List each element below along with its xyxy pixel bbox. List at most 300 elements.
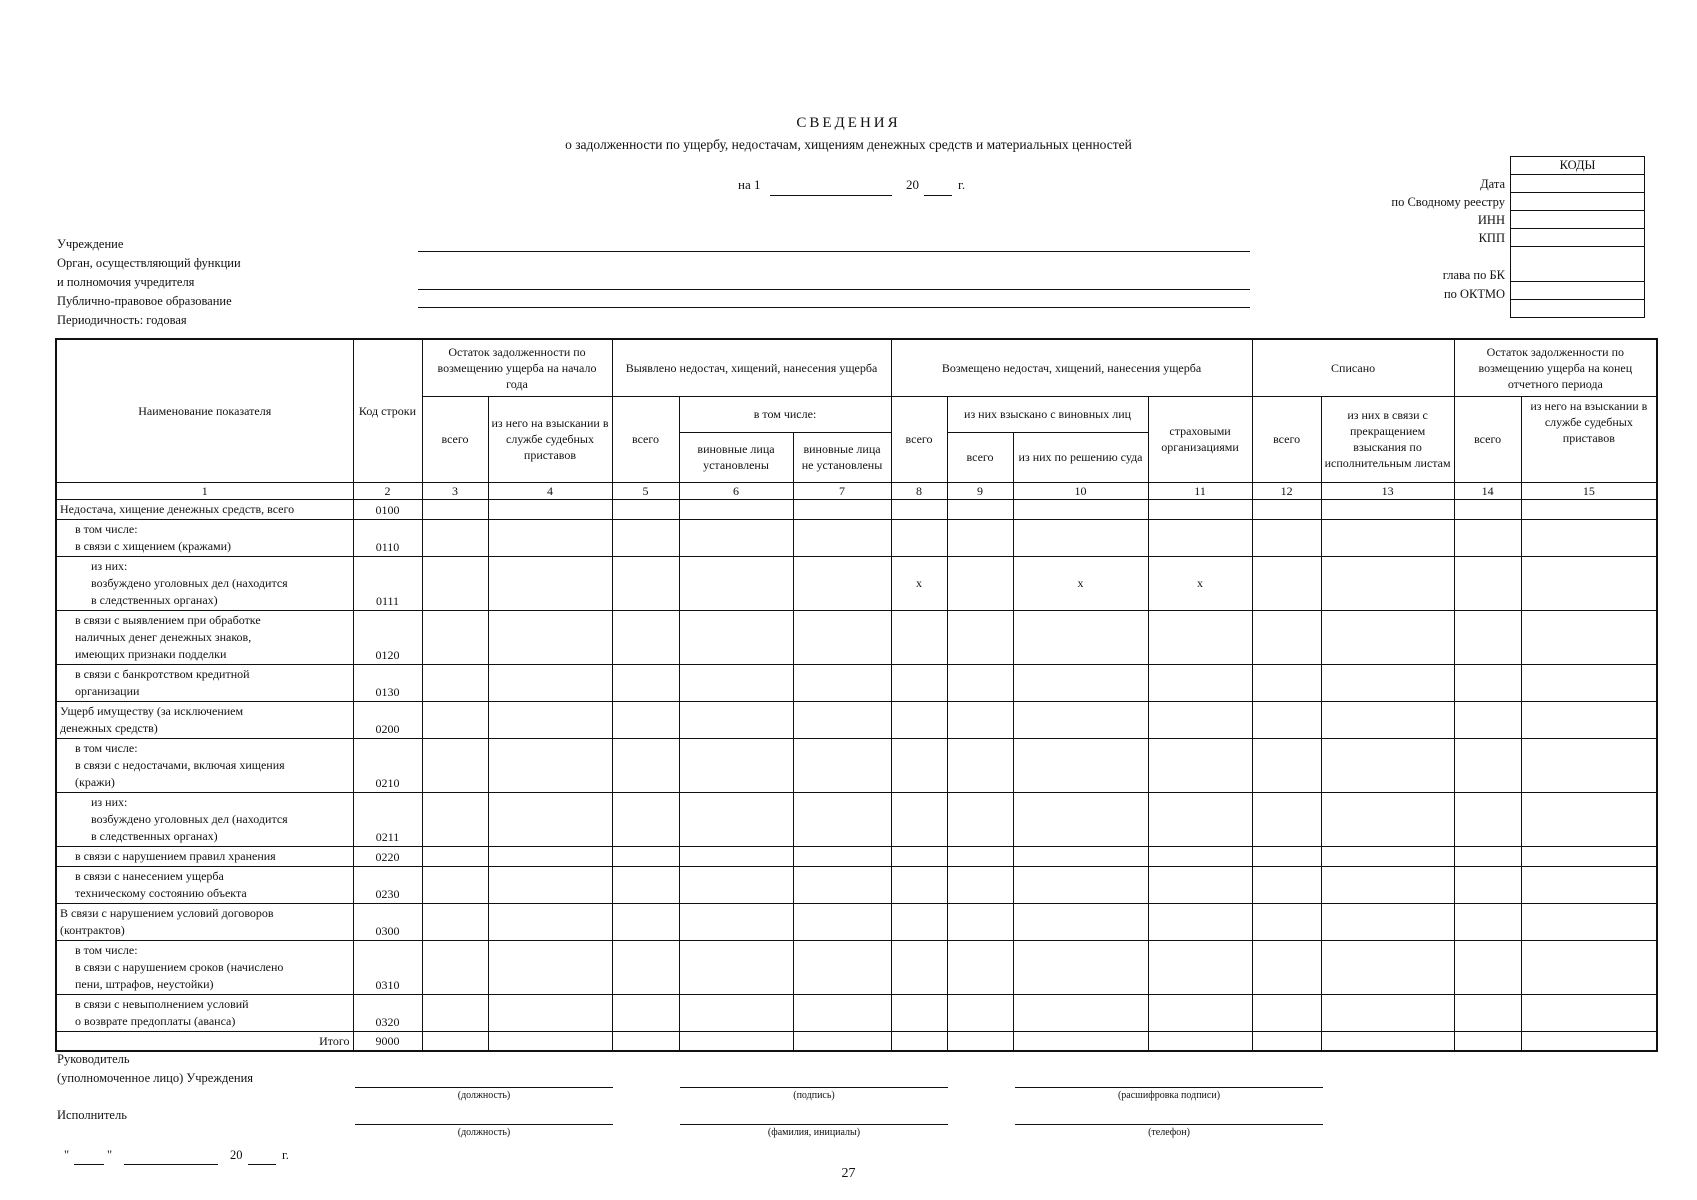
value-cell[interactable] [891, 738, 947, 792]
total-value-cell[interactable] [612, 1031, 679, 1051]
value-cell[interactable] [1321, 846, 1454, 866]
value-cell[interactable] [488, 519, 612, 556]
value-cell[interactable] [1252, 846, 1321, 866]
value-cell[interactable] [1321, 994, 1454, 1031]
sign-date-year-field[interactable] [248, 1164, 276, 1165]
value-cell[interactable] [1321, 499, 1454, 519]
value-cell[interactable] [1454, 610, 1521, 664]
value-cell[interactable] [1454, 556, 1521, 610]
row-name-line: имеющих признаки подделки [75, 646, 227, 661]
date-quote-open: " [64, 1148, 70, 1162]
value-cell[interactable] [1148, 738, 1252, 792]
value-cell[interactable] [1321, 940, 1454, 994]
value-cell[interactable] [679, 519, 793, 556]
row-name-line: в связи с невыполнением условий [75, 996, 249, 1011]
row-name-line: В связи с нарушением условий договоров [60, 905, 274, 920]
value-cell[interactable] [793, 940, 891, 994]
row-name [56, 792, 353, 846]
value-cell[interactable] [891, 610, 947, 664]
value-cell[interactable] [1521, 610, 1657, 664]
value-cell[interactable] [679, 738, 793, 792]
value-cell[interactable] [488, 903, 612, 940]
value-cell[interactable] [488, 846, 612, 866]
value-cell[interactable] [612, 903, 679, 940]
sign-date-day-field[interactable] [74, 1164, 104, 1165]
value-cell[interactable] [1321, 866, 1454, 903]
value-cell[interactable] [488, 866, 612, 903]
row-code: 0220 [353, 846, 422, 866]
value-cell[interactable] [1013, 610, 1148, 664]
group-header-written-off: Списано [1252, 339, 1454, 396]
table-row [56, 499, 1657, 519]
value-cell[interactable] [1521, 846, 1657, 866]
value-cell[interactable] [1454, 994, 1521, 1031]
value-cell[interactable] [1521, 994, 1657, 1031]
row-code: 0230 [353, 866, 422, 903]
code-oktmo-cell[interactable] [1511, 282, 1645, 300]
table-row [56, 556, 1657, 610]
value-cell[interactable] [679, 846, 793, 866]
value-cell[interactable] [422, 556, 488, 610]
row-name-line: в связи с выявлением при обработке [75, 612, 261, 627]
row-code: 0300 [353, 903, 422, 940]
value-cell[interactable] [422, 866, 488, 903]
table-row [56, 701, 1657, 738]
row-name-line: организации [75, 683, 140, 698]
value-cell[interactable] [679, 994, 793, 1031]
table-row [56, 846, 1657, 866]
value-cell[interactable] [1013, 846, 1148, 866]
column-numbers-row [56, 482, 1657, 499]
value-cell[interactable] [1454, 499, 1521, 519]
row-name-line: пени, штрафов, неустойки) [75, 976, 214, 991]
col-header-11: страховыми организациями [1148, 396, 1252, 482]
row-name [56, 738, 353, 792]
value-cell[interactable] [1148, 994, 1252, 1031]
value-cell[interactable] [1321, 903, 1454, 940]
value-cell[interactable] [612, 846, 679, 866]
row-name-line: в связи с недостачами, включая хищения [75, 757, 285, 772]
row-code: 0100 [353, 499, 422, 519]
value-cell[interactable] [1013, 903, 1148, 940]
value-cell[interactable] [891, 994, 947, 1031]
value-cell[interactable] [1521, 903, 1657, 940]
head-signature-field[interactable] [680, 1087, 948, 1088]
row-name-line: о возврате предоплаты (аванса) [75, 1013, 236, 1028]
value-cell[interactable] [947, 499, 1013, 519]
executor-name-field[interactable] [680, 1124, 948, 1125]
value-cell[interactable] [488, 994, 612, 1031]
value-cell[interactable] [679, 610, 793, 664]
col-header-name: Наименование показателя [56, 339, 353, 482]
value-cell[interactable] [422, 519, 488, 556]
value-cell[interactable] [422, 792, 488, 846]
date-quote-close: " [107, 1148, 113, 1162]
value-cell[interactable] [1013, 792, 1148, 846]
column-number: 12 [1252, 482, 1321, 499]
value-cell[interactable] [891, 866, 947, 903]
value-cell[interactable] [793, 610, 891, 664]
row-name [56, 519, 353, 556]
col-header-from-culprits: из них взыскано с виновных лиц [947, 396, 1148, 432]
table-row [56, 738, 1657, 792]
value-cell[interactable] [947, 792, 1013, 846]
executor-phone-field[interactable] [1015, 1124, 1323, 1125]
value-cell[interactable] [1013, 940, 1148, 994]
value-cell[interactable] [1252, 519, 1321, 556]
value-cell[interactable] [679, 792, 793, 846]
value-cell[interactable] [422, 994, 488, 1031]
value-cell[interactable] [947, 738, 1013, 792]
col-header-5: всего [612, 396, 679, 482]
value-cell[interactable] [1521, 664, 1657, 701]
value-cell[interactable] [1454, 903, 1521, 940]
date-year-prefix: 20 [906, 177, 919, 192]
value-cell[interactable] [1321, 792, 1454, 846]
row-name-line: (кражи) [75, 774, 115, 789]
row-name-line: в связи с нарушением сроков (начислено [75, 959, 284, 974]
total-value-cell[interactable] [422, 1031, 488, 1051]
value-cell[interactable] [947, 866, 1013, 903]
value-cell[interactable] [1148, 701, 1252, 738]
row-name [56, 556, 353, 610]
value-cell[interactable] [1252, 903, 1321, 940]
column-number: 6 [679, 482, 793, 499]
code-registry-cell[interactable] [1511, 193, 1645, 211]
column-number: 15 [1521, 482, 1657, 499]
row-name-line: в следственных органах) [91, 828, 218, 843]
total-value-cell[interactable] [891, 1031, 947, 1051]
value-cell[interactable] [947, 556, 1013, 610]
value-cell[interactable] [488, 792, 612, 846]
row-name-line: возбуждено уголовных дел (находится [91, 811, 288, 826]
value-cell[interactable] [1321, 701, 1454, 738]
col-header-14: всего [1454, 396, 1521, 482]
row-name-line: из них: [91, 794, 128, 809]
value-cell[interactable] [679, 499, 793, 519]
value-cell[interactable] [1252, 701, 1321, 738]
value-cell[interactable] [891, 903, 947, 940]
value-cell[interactable] [422, 940, 488, 994]
value-cell[interactable] [1521, 701, 1657, 738]
total-row [56, 1031, 1657, 1051]
value-cell[interactable] [1521, 792, 1657, 846]
total-value-cell[interactable] [1454, 1031, 1521, 1051]
total-value-cell[interactable] [947, 1031, 1013, 1051]
total-value-cell[interactable] [1321, 1031, 1454, 1051]
row-name-line: возбуждено уголовных дел (находится [91, 575, 288, 590]
institution-field[interactable] [418, 251, 1250, 252]
value-cell[interactable] [1252, 664, 1321, 701]
value-cell[interactable] [1321, 610, 1454, 664]
founder-field[interactable] [418, 289, 1250, 290]
value-cell[interactable] [488, 664, 612, 701]
value-cell[interactable] [1454, 738, 1521, 792]
row-code: 0111 [353, 556, 422, 610]
value-cell[interactable] [793, 994, 891, 1031]
col-header-12: всего [1252, 396, 1321, 482]
row-name [56, 846, 353, 866]
value-cell[interactable] [1148, 664, 1252, 701]
value-cell[interactable] [1454, 792, 1521, 846]
row-name [56, 903, 353, 940]
row-code: 0310 [353, 940, 422, 994]
sign-date-suffix: г. [282, 1148, 289, 1162]
row-code: 0130 [353, 664, 422, 701]
value-cell[interactable] [1521, 499, 1657, 519]
row-name-line: в связи с нанесением ущерба [75, 868, 224, 883]
row-name [56, 940, 353, 994]
value-cell[interactable] [1013, 499, 1148, 519]
value-cell[interactable] [422, 903, 488, 940]
value-cell[interactable] [1013, 994, 1148, 1031]
value-cell[interactable] [1252, 556, 1321, 610]
value-cell[interactable] [1148, 499, 1252, 519]
value-cell[interactable] [422, 664, 488, 701]
col-header-10: из них по решению суда [1013, 432, 1148, 482]
code-periodicity-cell[interactable] [1511, 300, 1645, 318]
value-cell[interactable] [947, 519, 1013, 556]
value-cell[interactable] [1252, 792, 1321, 846]
group-header-end: Остаток задолженности по возмещению ущерба на конец отчетного периода [1454, 339, 1657, 396]
executor-position-field[interactable] [355, 1124, 613, 1125]
public-entity-field[interactable] [418, 307, 1250, 308]
value-cell[interactable] [612, 701, 679, 738]
group-header-reimbursed: Возмещено недостач, хищений, нанесения ущерба [891, 339, 1252, 396]
table-row [56, 610, 1657, 664]
value-cell[interactable] [612, 664, 679, 701]
value-cell[interactable] [488, 610, 612, 664]
value-cell[interactable] [891, 701, 947, 738]
label-founder-1: Орган, осуществляющий функции [57, 256, 241, 270]
caption-signature: (подпись) [793, 1090, 835, 1101]
table-row [56, 792, 1657, 846]
value-cell[interactable] [1454, 846, 1521, 866]
value-cell[interactable] [891, 792, 947, 846]
value-cell[interactable] [1521, 866, 1657, 903]
value-cell[interactable] [947, 664, 1013, 701]
value-cell[interactable] [679, 940, 793, 994]
row-name [56, 610, 353, 664]
value-cell[interactable] [793, 792, 891, 846]
code-inn-cell[interactable] [1511, 211, 1645, 229]
value-cell[interactable] [612, 610, 679, 664]
col-header-4: из него на взыскании в службе судебных приставов [488, 396, 612, 482]
column-number: 13 [1321, 482, 1454, 499]
value-cell[interactable] [422, 610, 488, 664]
value-cell[interactable] [947, 846, 1013, 866]
row-name-line: в том числе: [75, 521, 138, 536]
column-number: 2 [353, 482, 422, 499]
column-number: 11 [1148, 482, 1252, 499]
value-cell[interactable] [612, 556, 679, 610]
column-number: 9 [947, 482, 1013, 499]
value-cell[interactable] [679, 866, 793, 903]
value-cell[interactable] [1013, 866, 1148, 903]
value-cell[interactable] [947, 903, 1013, 940]
codes-label-inn: ИНН [1477, 213, 1505, 227]
value-cell[interactable] [793, 519, 891, 556]
value-cell[interactable] [1013, 701, 1148, 738]
value-cell[interactable] [891, 664, 947, 701]
col-header-7: виновные лица не установлены [793, 432, 891, 482]
value-cell[interactable] [947, 994, 1013, 1031]
value-cell[interactable] [488, 701, 612, 738]
value-cell[interactable] [891, 940, 947, 994]
row-name [56, 994, 353, 1031]
codes-label-bk: глава по БК [1442, 268, 1505, 282]
value-cell[interactable] [1521, 519, 1657, 556]
row-name-line: в связи с банкротством кредитной [75, 666, 250, 681]
debt-table [55, 338, 1658, 1052]
date-year-field[interactable] [924, 195, 952, 196]
row-name-line: в следственных органах) [91, 592, 218, 607]
value-cell[interactable] [793, 499, 891, 519]
value-cell[interactable] [1454, 701, 1521, 738]
value-cell[interactable] [1252, 866, 1321, 903]
value-cell[interactable] [612, 792, 679, 846]
caption-decoding: (расшифровка подписи) [1117, 1090, 1221, 1101]
value-cell[interactable] [1148, 519, 1252, 556]
row-name-line: в том числе: [75, 942, 138, 957]
value-cell[interactable] [612, 866, 679, 903]
value-cell[interactable] [1521, 738, 1657, 792]
value-cell[interactable] [1252, 994, 1321, 1031]
value-cell[interactable] [793, 556, 891, 610]
value-cell: x [891, 556, 947, 610]
value-cell[interactable] [488, 556, 612, 610]
value-cell[interactable] [612, 519, 679, 556]
table-row [56, 866, 1657, 903]
row-name-line: Ущерб имуществу (за исключением [60, 703, 244, 718]
value-cell: x [1013, 556, 1148, 610]
column-number: 4 [488, 482, 612, 499]
value-cell[interactable] [1148, 792, 1252, 846]
value-cell[interactable] [679, 701, 793, 738]
table-row [56, 994, 1657, 1031]
column-number: 7 [793, 482, 891, 499]
col-header-3: всего [422, 396, 488, 482]
label-founder-2: и полномочия учредителя [57, 275, 195, 289]
value-cell[interactable] [612, 994, 679, 1031]
code-date-cell[interactable] [1511, 175, 1645, 193]
value-cell[interactable] [679, 556, 793, 610]
row-name-line: Недостача, хищение денежных средств, всего [60, 501, 295, 516]
value-cell[interactable] [1454, 519, 1521, 556]
value-cell[interactable] [1521, 556, 1657, 610]
codes-title: КОДЫ [1511, 157, 1645, 175]
value-cell[interactable] [1454, 664, 1521, 701]
head-decoding-field[interactable] [1015, 1087, 1323, 1088]
row-name [56, 499, 353, 519]
value-cell[interactable] [1521, 940, 1657, 994]
value-cell[interactable] [793, 866, 891, 903]
value-cell[interactable] [1454, 940, 1521, 994]
column-number: 1 [56, 482, 353, 499]
code-bk-cell[interactable] [1511, 247, 1645, 282]
value-cell[interactable] [1148, 610, 1252, 664]
value-cell[interactable] [1148, 866, 1252, 903]
value-cell[interactable] [1148, 940, 1252, 994]
value-cell[interactable] [1252, 940, 1321, 994]
value-cell[interactable] [1148, 846, 1252, 866]
sign-date-year-prefix: 20 [230, 1148, 243, 1162]
value-cell[interactable] [793, 664, 891, 701]
total-label: Итого [56, 1031, 353, 1051]
value-cell[interactable] [1013, 664, 1148, 701]
row-code: 0120 [353, 610, 422, 664]
value-cell[interactable] [947, 610, 1013, 664]
value-cell[interactable] [1321, 556, 1454, 610]
value-cell[interactable] [1148, 903, 1252, 940]
value-cell[interactable] [422, 846, 488, 866]
codes-label-kpp: КПП [1478, 231, 1505, 245]
value-cell[interactable] [1454, 866, 1521, 903]
value-cell[interactable] [1321, 664, 1454, 701]
value-cell[interactable] [891, 519, 947, 556]
value-cell[interactable] [1321, 519, 1454, 556]
value-cell[interactable] [793, 846, 891, 866]
group-header-found: Выявлено недостач, хищений, нанесения ущерба [612, 339, 891, 396]
label-institution: Учреждение [57, 237, 124, 251]
value-cell[interactable] [612, 499, 679, 519]
value-cell[interactable] [488, 940, 612, 994]
value-cell: x [1148, 556, 1252, 610]
value-cell[interactable] [612, 738, 679, 792]
value-cell[interactable] [488, 738, 612, 792]
value-cell[interactable] [422, 701, 488, 738]
total-value-cell[interactable] [679, 1031, 793, 1051]
total-value-cell[interactable] [1521, 1031, 1657, 1051]
head-position-field[interactable] [355, 1087, 613, 1088]
date-day-month-field[interactable] [770, 195, 892, 196]
code-kpp-cell[interactable] [1511, 229, 1645, 247]
value-cell[interactable] [793, 903, 891, 940]
value-cell[interactable] [1013, 519, 1148, 556]
value-cell[interactable] [1321, 738, 1454, 792]
value-cell[interactable] [793, 701, 891, 738]
row-name [56, 701, 353, 738]
value-cell[interactable] [679, 903, 793, 940]
total-code: 9000 [353, 1031, 422, 1051]
value-cell[interactable] [488, 499, 612, 519]
value-cell[interactable] [947, 701, 1013, 738]
col-header-including: в том числе: [679, 396, 891, 432]
total-value-cell[interactable] [793, 1031, 891, 1051]
page-number: 27 [841, 1166, 856, 1181]
value-cell[interactable] [422, 499, 488, 519]
sign-date-month-field[interactable] [124, 1164, 218, 1165]
value-cell[interactable] [1252, 499, 1321, 519]
total-value-cell[interactable] [1252, 1031, 1321, 1051]
total-value-cell[interactable] [1148, 1031, 1252, 1051]
value-cell[interactable] [679, 664, 793, 701]
value-cell[interactable] [793, 738, 891, 792]
value-cell[interactable] [947, 940, 1013, 994]
row-name-line: техническому состоянию объекта [75, 885, 247, 900]
value-cell[interactable] [422, 738, 488, 792]
total-value-cell[interactable] [488, 1031, 612, 1051]
value-cell[interactable] [1252, 738, 1321, 792]
column-number: 10 [1013, 482, 1148, 499]
value-cell[interactable] [891, 846, 947, 866]
value-cell[interactable] [891, 499, 947, 519]
value-cell[interactable] [612, 940, 679, 994]
executor-label: Исполнитель [57, 1108, 127, 1122]
value-cell[interactable] [1252, 610, 1321, 664]
total-value-cell[interactable] [1013, 1031, 1148, 1051]
value-cell[interactable] [1013, 738, 1148, 792]
